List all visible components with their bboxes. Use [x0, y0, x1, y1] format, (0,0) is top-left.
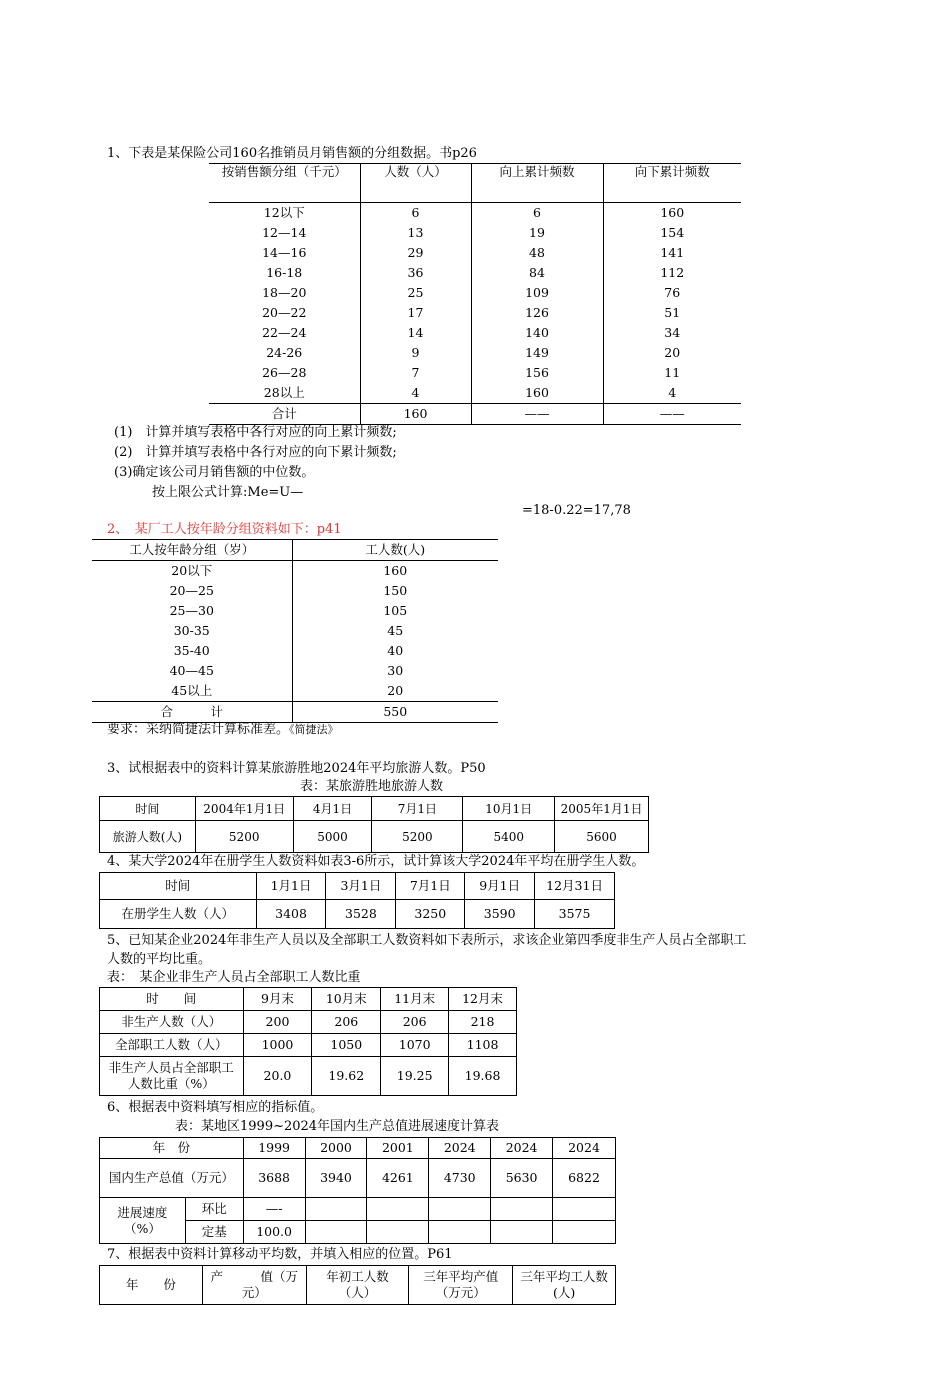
q6-gdp-cell: 5630: [491, 1159, 553, 1198]
q7-table: [99, 1265, 616, 1305]
q2-table-cell: 40—45: [92, 661, 292, 681]
q1-title: 1、下表是某保险公司160名推销员月销售额的分组数据。书p26: [107, 146, 477, 161]
q2-table-row: [92, 621, 498, 641]
q6-base-cell: [553, 1221, 616, 1244]
q4-header-cell: 12月31日: [535, 873, 615, 900]
q6-speed-label: 进展速度（%）: [100, 1198, 186, 1244]
q1-table-cell: 34: [664, 325, 681, 340]
q7-header-cell: 年 份: [100, 1266, 203, 1305]
q1-result: =18-0.22=17,78: [522, 503, 631, 518]
q6-gdp-cell: 4261: [367, 1159, 429, 1198]
q1-table-row: [209, 363, 741, 383]
q1-table-cell: 29: [360, 243, 471, 263]
q5-table-cell: 全部职工人数（人）: [100, 1034, 244, 1057]
q2-table-cell: 35-40: [92, 641, 292, 661]
q4-header-cell: 1月1日: [256, 873, 326, 900]
q3-data-cell: 旅游人数(人): [100, 821, 196, 853]
q2-table-cell: 150: [383, 583, 408, 598]
q4-header-cell: 时间: [100, 873, 257, 900]
q1-table-cell: 20: [664, 345, 681, 360]
q1-table-cell: 17: [360, 303, 471, 323]
q6-base-cell: [491, 1221, 553, 1244]
q7-header-row: [100, 1266, 616, 1305]
q5-table: [99, 987, 517, 1096]
q4-data-cell: 在册学生人数（人）: [100, 900, 257, 929]
q1-task-1: (1) 计算并填写表格中各行对应的向上累计频数;: [114, 425, 397, 440]
q2-table-cell: 45以上: [92, 681, 292, 702]
q1-table-cell: 11: [664, 365, 681, 380]
q1-table-cell: 6: [471, 203, 603, 224]
q2-table-cell: 45: [387, 623, 404, 638]
q5-table-cell: 非生产人数（人）: [100, 1011, 244, 1034]
q3-data-cell: 5200: [372, 821, 463, 853]
q1-table: [209, 163, 741, 425]
q7-title: 7、根据表中资料计算移动平均数，并填入相应的位置。P61: [107, 1247, 453, 1262]
q4-data-cell: 3408: [256, 900, 326, 929]
q5-ratio-cell: 19.68: [449, 1057, 517, 1096]
q2-table-cell: 550: [292, 702, 498, 723]
q6-year-row: [100, 1138, 616, 1159]
q5-table-cell: 1108: [449, 1034, 517, 1057]
q1-table-row: [209, 323, 741, 343]
q2-table-row: [92, 581, 498, 601]
q6-chain-cell: [367, 1198, 429, 1221]
q3-caption: 表：某旅游胜地旅游人数: [300, 779, 444, 794]
q1-header-row: [209, 164, 741, 203]
q6-gdp-label: 国内生产总值（万元）: [100, 1159, 244, 1198]
q1-task-3: (3)确定该公司月销售额的中位数。: [114, 465, 315, 480]
q7-header-cell: 三年平均产值（万元）: [409, 1266, 513, 1305]
q1-table-cell: 160: [360, 404, 471, 425]
q6-gdp-cell: 3940: [305, 1159, 367, 1198]
q4-data-row: [100, 900, 615, 929]
q5-title-line1: 5、已知某企业2024年非生产人员以及全部职工人数资料如下表所示，求该企业第四季度非生产人员占全部职工: [107, 933, 747, 948]
q1-table-cell: 16-18: [209, 263, 360, 283]
q1-table-cell: 9: [360, 343, 471, 363]
q4-data-cell: 3590: [465, 900, 535, 929]
q5-table-cell: 206: [312, 1011, 381, 1034]
q1-table-cell: 84: [471, 263, 603, 283]
q2-requirement: [107, 721, 339, 739]
q1-table-cell: 4: [360, 383, 471, 404]
q4-header-cell: 7月1日: [396, 873, 465, 900]
q2-table-cell: 30: [387, 663, 404, 678]
q6-year-cell: 2024: [553, 1138, 616, 1159]
q1-table-cell: ——: [603, 404, 741, 425]
q1-table-cell: 合计: [209, 404, 360, 425]
q6-base-cell: [429, 1221, 491, 1244]
q2-title: 2、 某厂工人按年龄分组资料如下：p41: [107, 522, 342, 537]
q1-table-cell: 18—20: [209, 283, 360, 303]
q1-table-cell: 24-26: [209, 343, 360, 363]
q1-table-row: [209, 203, 741, 224]
q5-ratio-row: [100, 1057, 517, 1096]
q2-table-cell: 160: [383, 563, 408, 578]
q1-table-cell: 14: [360, 323, 471, 343]
q6-base-cell: [305, 1221, 367, 1244]
q6-base-label: 定基: [185, 1221, 243, 1244]
q5-caption: 表： 某企业非生产人员占全部职工人数比重: [107, 970, 361, 985]
q4-data-cell: 3575: [535, 900, 615, 929]
q6-chain-cell: [553, 1198, 616, 1221]
q2-table-cell: 20—25: [92, 581, 292, 601]
q5-header-cell: 11月末: [381, 988, 449, 1011]
q1-table-cell: 19: [471, 223, 603, 243]
q2-table-cell: 20以下: [92, 561, 292, 582]
q5-title-line2: 人数的平均比重。: [107, 952, 212, 967]
q1-table-cell: 160: [660, 205, 685, 220]
q6-gdp-cell: 4730: [429, 1159, 491, 1198]
q6-year-cell: 2024: [491, 1138, 553, 1159]
q5-table-row: [100, 1034, 517, 1057]
q2-table-row: [92, 702, 498, 723]
q6-base-cell: [367, 1221, 429, 1244]
q1-table-row: [209, 343, 741, 363]
q1-table-cell: 20—22: [209, 303, 360, 323]
q6-chain-label: 环比: [185, 1198, 243, 1221]
q4-table: [99, 872, 615, 929]
q5-table-cell: 218: [449, 1011, 517, 1034]
q7-header-cell: 三年平均工人数(人): [513, 1266, 616, 1305]
q1-table-cell: 149: [471, 343, 603, 363]
q2-table-cell: 合 计: [92, 702, 292, 723]
q5-ratio-label: 非生产人员占全部职工人数比重（%）: [100, 1057, 244, 1096]
q5-table-cell: 1000: [243, 1034, 312, 1057]
q1-table-cell: 160: [471, 383, 603, 404]
q2-table-row: [92, 641, 498, 661]
q3-header-row: [100, 797, 649, 821]
q1-table-cell: 4: [603, 383, 741, 404]
q2-requirement-text: 要求：采纳简捷法计算标准差。: [107, 722, 290, 737]
q5-table-cell: 200: [243, 1011, 312, 1034]
q6-table: [99, 1137, 616, 1244]
q1-table-cell: 154: [660, 225, 685, 240]
q5-ratio-cell: 19.25: [381, 1057, 449, 1096]
q3-data-cell: 5000: [293, 821, 372, 853]
q1-table-row: [209, 263, 741, 283]
q1-table-cell: 12—14: [209, 223, 360, 243]
q3-header-cell: 10月1日: [463, 797, 555, 821]
q5-table-cell: 1050: [312, 1034, 381, 1057]
q2-table-row: [92, 601, 498, 621]
q1-table-cell: 26—28: [209, 363, 360, 383]
q6-year-label: 年 份: [100, 1138, 244, 1159]
q3-header-cell: 2004年1月1日: [195, 797, 293, 821]
q1-table-cell: 36: [360, 263, 471, 283]
q3-data-cell: 5600: [555, 821, 649, 853]
q6-chain-cell: [429, 1198, 491, 1221]
q1-table-cell: 140: [471, 323, 603, 343]
q1-header-cell: 向下累计频数: [603, 164, 741, 203]
q2-table-row: [92, 681, 498, 702]
q4-title: 4、某大学2024年在册学生人数资料如表3-6所示，试计算该大学2024年平均在册学生人数。: [107, 854, 645, 869]
q2-table-row: [92, 661, 498, 681]
q4-header-cell: 9月1日: [465, 873, 535, 900]
q1-table-cell: 156: [471, 363, 603, 383]
q1-table-cell: 22—24: [209, 323, 360, 343]
q2-header-cell: 工人数(人): [292, 540, 498, 561]
q3-header-cell: 4月1日: [293, 797, 372, 821]
q6-year-cell: 2000: [305, 1138, 367, 1159]
q6-gdp-cell: 6822: [553, 1159, 616, 1198]
q2-table-cell: 20: [292, 681, 498, 702]
q1-table-row: [209, 283, 741, 303]
q5-ratio-cell: 20.0: [243, 1057, 312, 1096]
q1-table-cell: 109: [471, 283, 603, 303]
q1-table-cell: 126: [471, 303, 603, 323]
q1-table-cell: 12以下: [209, 203, 360, 224]
q1-table-row: [209, 243, 741, 263]
q1-header-cell: 按销售额分组（千元）: [209, 164, 360, 203]
q1-table-row: [209, 223, 741, 243]
q2-table-row: [92, 561, 498, 582]
q6-chain-row: [100, 1198, 616, 1221]
q1-table-cell: 112: [660, 265, 685, 280]
q3-title: 3、试根据表中的资料计算某旅游胜地2024年平均旅游人数。P50: [107, 761, 486, 776]
q1-table-cell: ——: [471, 404, 603, 425]
q1-header-cell: 向上累计频数: [471, 164, 603, 203]
q2-table-cell: 30-35: [92, 621, 292, 641]
q1-table-cell: 14—16: [209, 243, 360, 263]
q4-data-cell: 3528: [326, 900, 396, 929]
q6-base-cell: 100.0: [243, 1221, 305, 1244]
q5-table-cell: 206: [381, 1011, 449, 1034]
q6-year-cell: 2001: [367, 1138, 429, 1159]
q1-formula: 按上限公式计算:Me=U—: [152, 485, 304, 500]
q1-table-row: [209, 303, 741, 323]
q6-caption: 表：某地区1999~2024年国内生产总值进展速度计算表: [175, 1119, 500, 1134]
q3-table: [99, 796, 649, 853]
q1-table-cell: 6: [360, 203, 471, 224]
q6-chain-cell: —-: [243, 1198, 305, 1221]
q1-table-cell: 13: [360, 223, 471, 243]
q5-header-cell: 12月末: [449, 988, 517, 1011]
q5-table-row: [100, 1011, 517, 1034]
q5-header-cell: 9月末: [243, 988, 312, 1011]
q6-title: 6、根据表中资料填写相应的指标值。: [107, 1100, 324, 1115]
q2-header-row: [92, 540, 498, 561]
q2-table: [92, 539, 498, 723]
q5-header-cell: 时 间: [100, 988, 244, 1011]
q3-header-cell: 7月1日: [372, 797, 463, 821]
q2-table-cell: 25—30: [92, 601, 292, 621]
q4-header-cell: 3月1日: [326, 873, 396, 900]
q5-header-cell: 10月末: [312, 988, 381, 1011]
q1-table-cell: 7: [360, 363, 471, 383]
q3-header-cell: 时间: [100, 797, 196, 821]
q2-note: 《简捷法》: [289, 723, 339, 736]
q4-header-row: [100, 873, 615, 900]
q2-table-cell: 40: [387, 643, 404, 658]
q3-header-cell: 2005年1月1日: [555, 797, 649, 821]
q6-gdp-row: [100, 1159, 616, 1198]
q6-year-cell: 1999: [243, 1138, 305, 1159]
q5-ratio-cell: 19.62: [312, 1057, 381, 1096]
q1-header-cell: 人数（人）: [360, 164, 471, 203]
q7-header-cell: 年初工人数（人）: [306, 1266, 409, 1305]
q1-table-row: [209, 404, 741, 425]
q2-table-cell: 105: [383, 603, 408, 618]
q3-data-cell: 5200: [195, 821, 293, 853]
q4-data-cell: 3250: [396, 900, 465, 929]
q5-table-cell: 1070: [381, 1034, 449, 1057]
q1-table-row: [209, 383, 741, 404]
q1-table-cell: 51: [664, 305, 681, 320]
q6-year-cell: 2024: [429, 1138, 491, 1159]
q7-header-cell: 产 值（万元）: [202, 1266, 306, 1305]
q3-data-cell: 5400: [463, 821, 555, 853]
q6-chain-cell: [305, 1198, 367, 1221]
q1-table-cell: 25: [360, 283, 471, 303]
q6-chain-cell: [491, 1198, 553, 1221]
q1-task-2: (2) 计算并填写表格中各行对应的向下累计频数;: [114, 445, 397, 460]
q1-table-cell: 76: [664, 285, 681, 300]
q3-data-row: [100, 821, 649, 853]
q1-table-cell: 48: [471, 243, 603, 263]
q5-header-row: [100, 988, 517, 1011]
q2-header-cell: 工人按年龄分组（岁）: [92, 540, 292, 561]
q1-table-cell: 28以上: [209, 383, 360, 404]
q6-gdp-cell: 3688: [243, 1159, 305, 1198]
q1-table-cell: 141: [660, 245, 685, 260]
